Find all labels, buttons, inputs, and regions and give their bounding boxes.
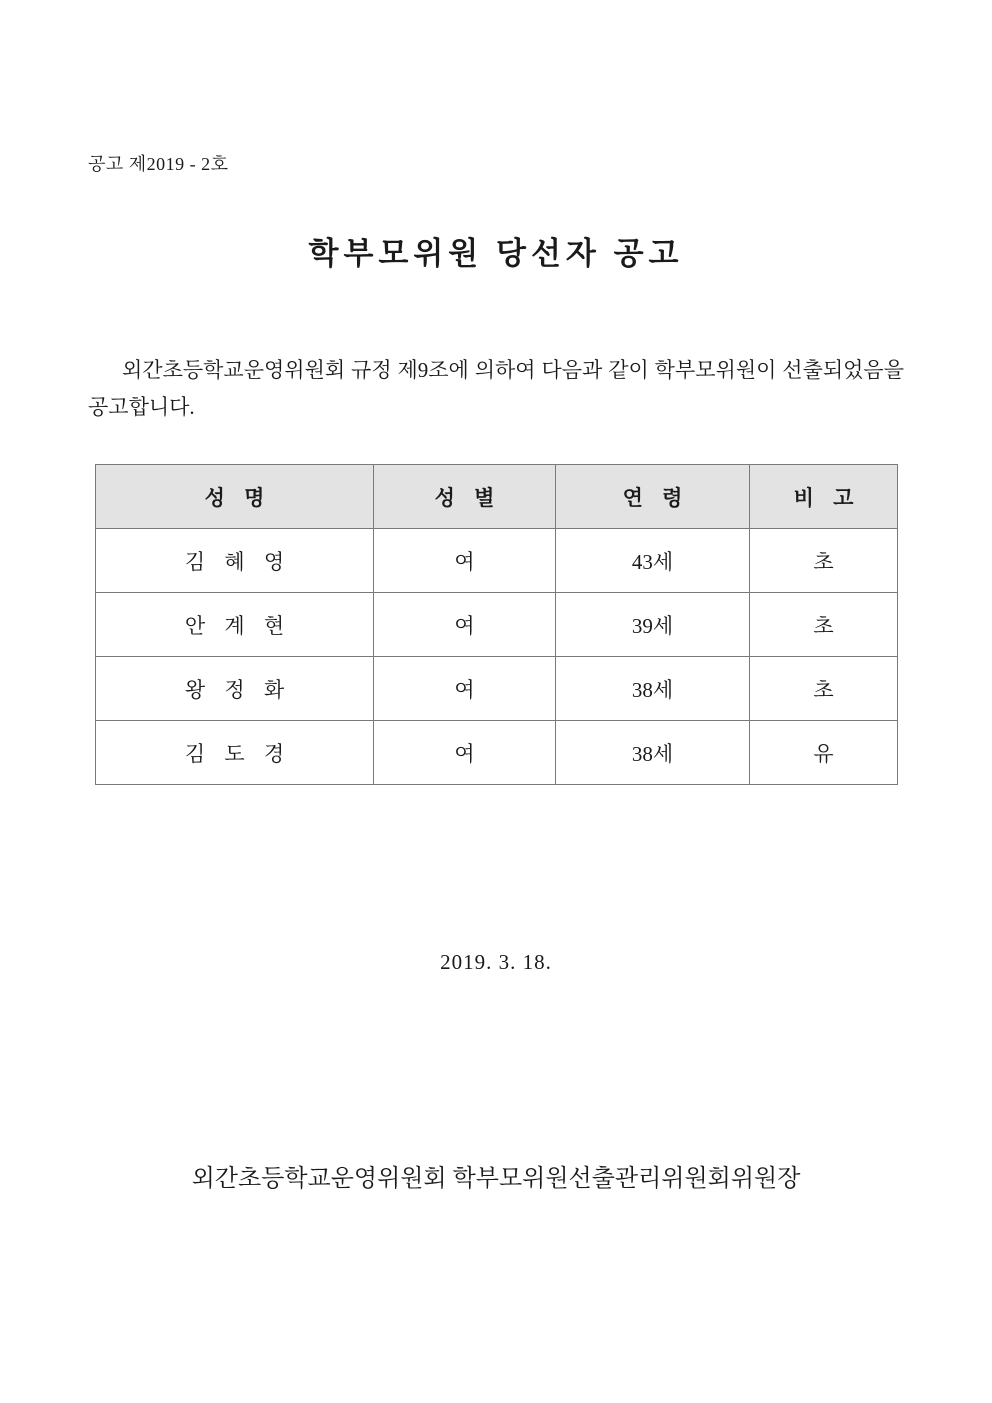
column-header-name: 성 명 <box>96 465 374 529</box>
cell-gender: 여 <box>374 593 556 657</box>
body-paragraph <box>88 352 904 426</box>
cell-gender: 여 <box>374 721 556 785</box>
cell-name: 왕 정 화 <box>96 657 374 721</box>
cell-name: 김 도 경 <box>96 721 374 785</box>
column-header-age: 연 령 <box>556 465 750 529</box>
cell-age: 38세 <box>556 721 750 785</box>
paragraph-text: 외간초등학교운영위원회 규정 제9조에 의하여 다음과 같이 학부모위원이 선출되었음을 공고합니다. <box>88 358 904 419</box>
table-header-row <box>96 465 898 529</box>
cell-note: 유 <box>750 721 898 785</box>
table-row <box>96 529 898 593</box>
cell-age: 39세 <box>556 593 750 657</box>
document-number: 공고 제2019 - 2호 <box>88 154 229 174</box>
cell-name: 김 혜 영 <box>96 529 374 593</box>
cell-name: 안 계 현 <box>96 593 374 657</box>
table-row <box>96 657 898 721</box>
table-row <box>96 721 898 785</box>
cell-gender: 여 <box>374 529 556 593</box>
document-date: 2019. 3. 18. <box>440 950 552 974</box>
cell-age: 43세 <box>556 529 750 593</box>
elected-members-table <box>95 464 898 785</box>
cell-age: 38세 <box>556 657 750 721</box>
table-row <box>96 593 898 657</box>
cell-gender: 여 <box>374 657 556 721</box>
cell-note: 초 <box>750 593 898 657</box>
cell-note: 초 <box>750 529 898 593</box>
document-signature: 외간초등학교운영위원회 학부모위원선출관리위원회위원장 <box>191 1166 801 1192</box>
cell-note: 초 <box>750 657 898 721</box>
column-header-note: 비 고 <box>750 465 898 529</box>
column-header-gender: 성 별 <box>374 465 556 529</box>
page-title: 학부모위원 당선자 공고 <box>308 236 684 271</box>
